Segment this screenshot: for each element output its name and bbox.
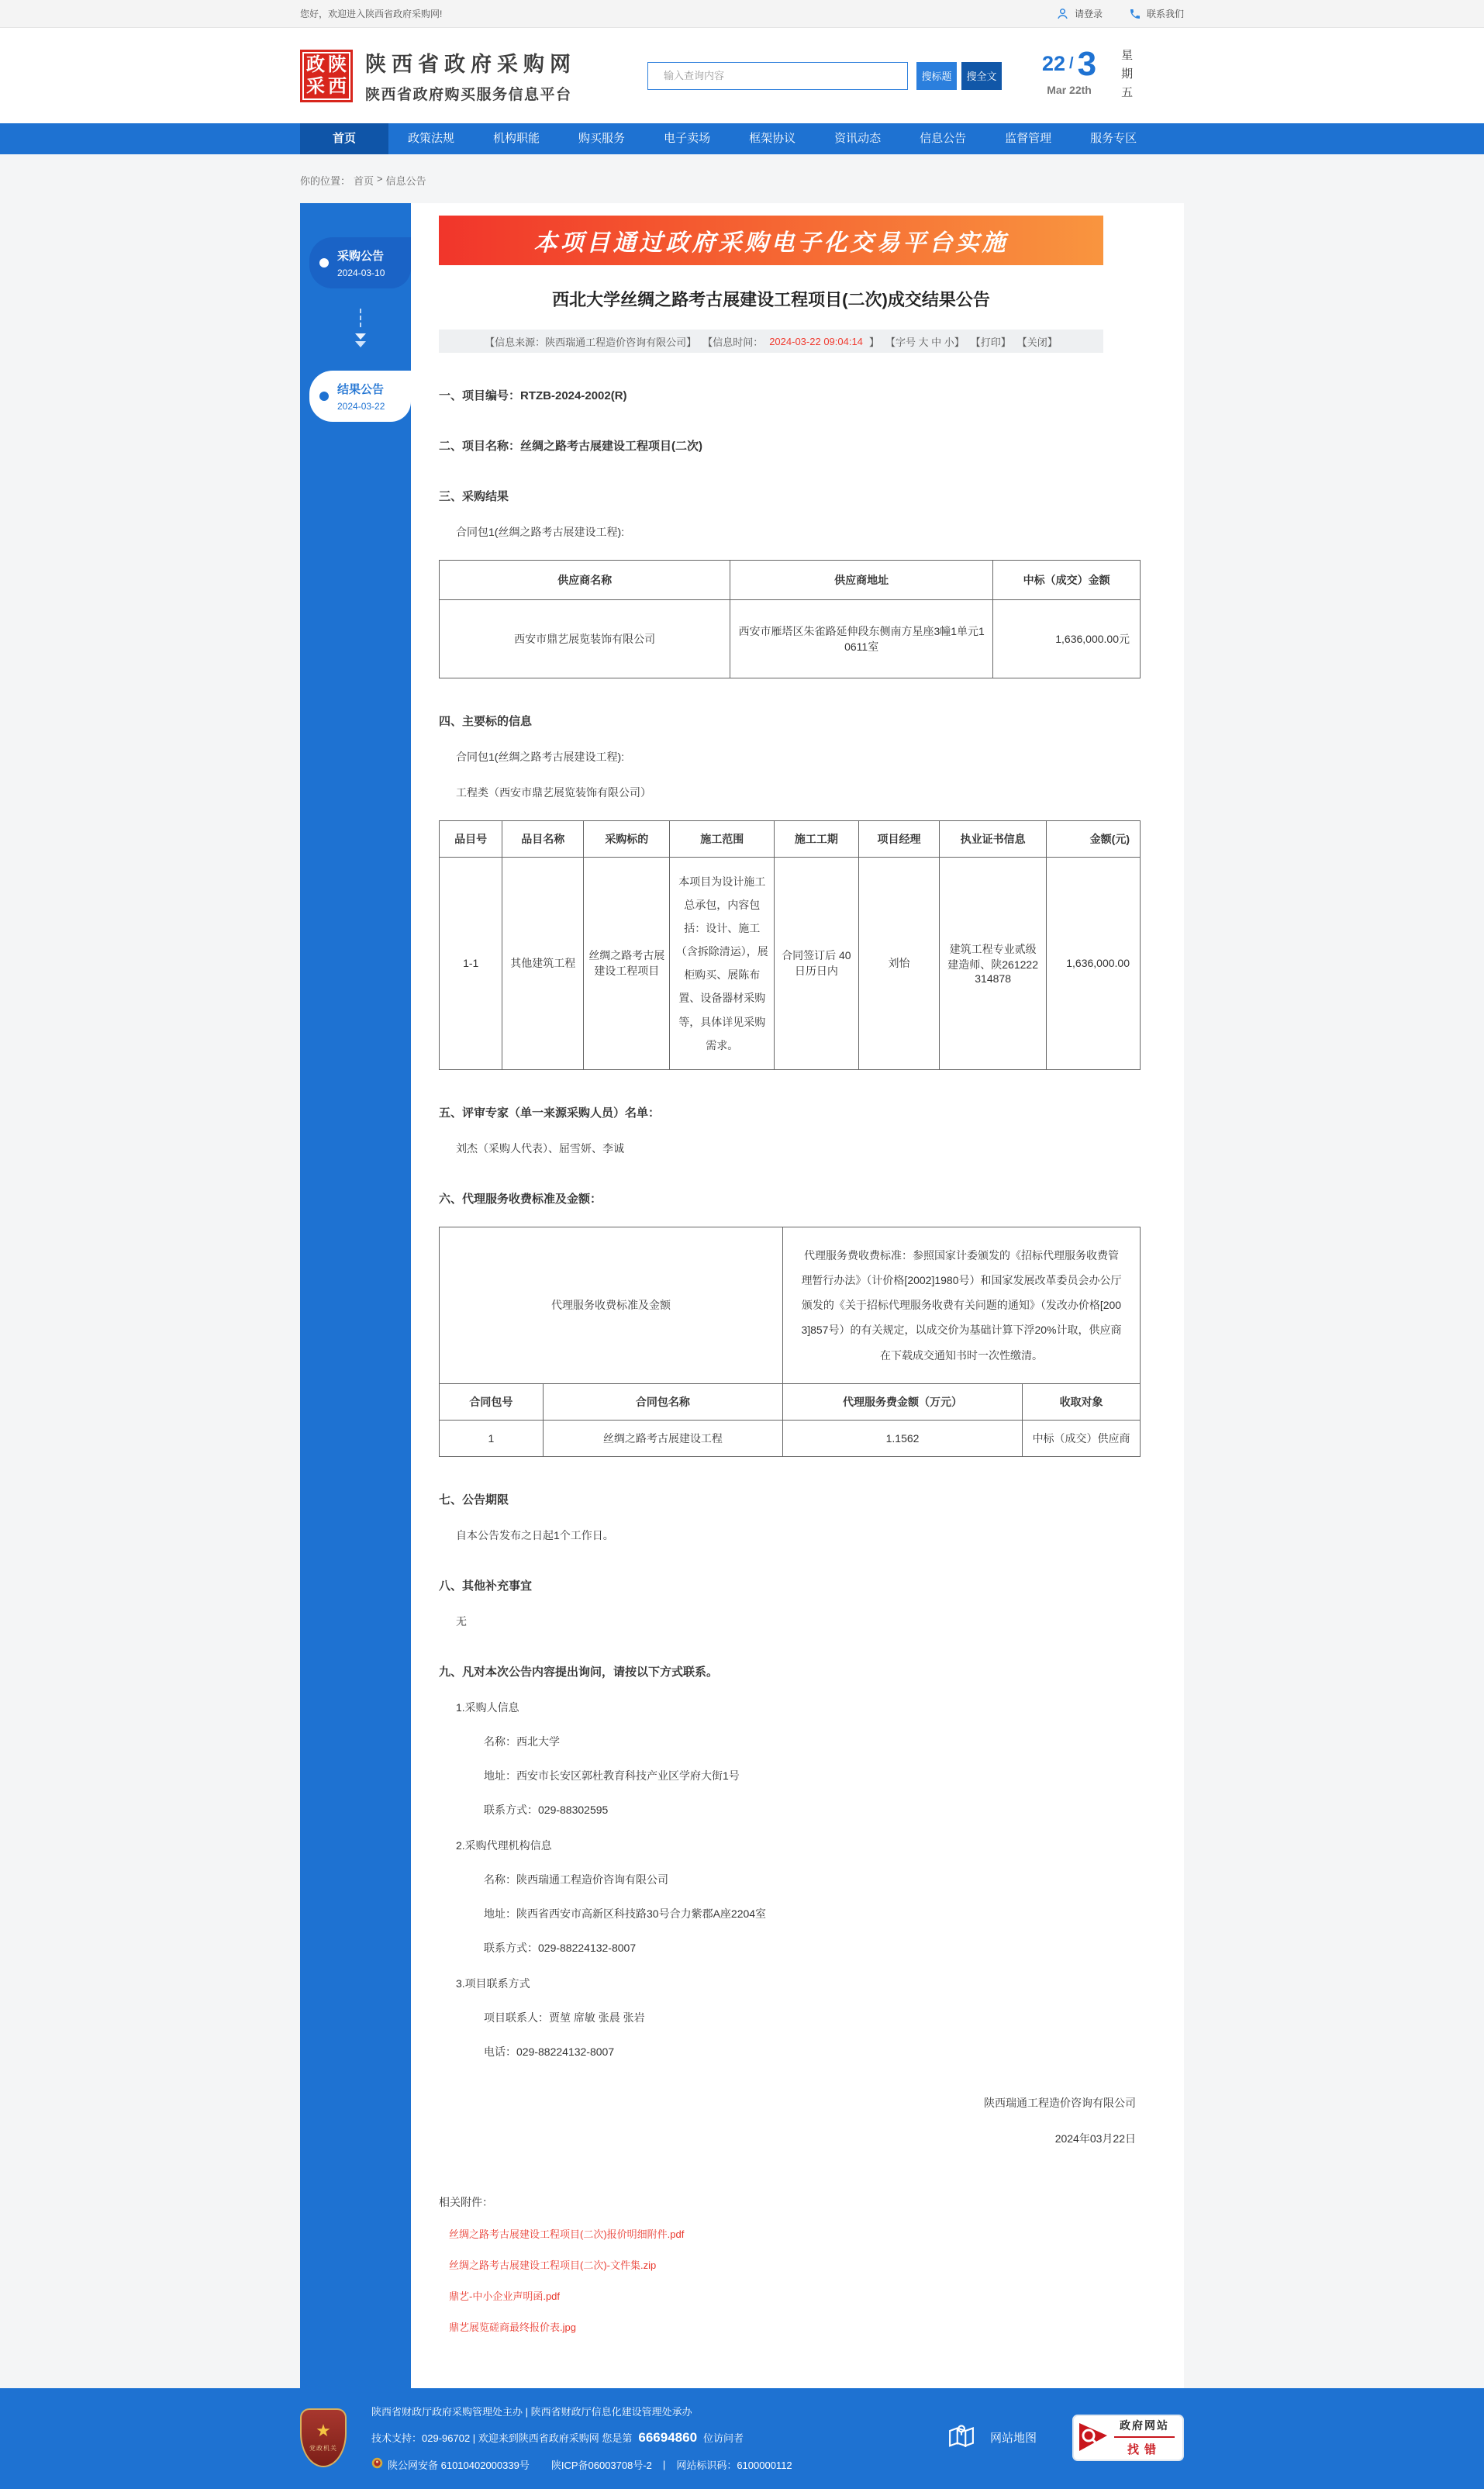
site-title: 陕西省政府采购网 <box>365 53 576 76</box>
construction-period-cell: 合同签订后 40 日历日内 <box>775 858 858 1070</box>
footer-support: 技术支持：029-96702 | 欢迎来到陕西省政府采购网 您是第 <box>371 2432 633 2445</box>
article-meta-bar <box>439 330 1103 353</box>
fee-standard-text-cell: 代理服务费收费标准：参照国家计委颁发的《招标代理服务收费管理暂行办法》（计价格[2002]1980号）和国家发展改革委员会办公厅颁发的《关于招标代理服务收费有关问题的通知》（发改办价格[2003]857号）的有关规定，以成交价为基础计算下浮20%计取，供应商在下载成交通知书时一次性缴清。 <box>782 1227 1140 1383</box>
search-fulltext-button[interactable]: 搜全文 <box>961 62 1002 90</box>
icp-beian-link[interactable]: 陕ICP备06003708号-2 <box>550 2459 652 2471</box>
nav-item-news[interactable]: 资讯动态 <box>834 132 882 145</box>
attachment-link[interactable]: 丝绸之路考古展建设工程项目(二次)报价明细附件.pdf <box>449 2228 685 2240</box>
timeline-arrow-icon <box>309 309 411 347</box>
section-heading-main-info: 四、主要标的信息 <box>439 715 533 728</box>
package-no-cell: 1 <box>440 1420 544 1456</box>
column-header: 供应商名称 <box>440 561 730 600</box>
search-bar <box>647 62 1002 90</box>
contact-line: 地址：西安市长安区郭杜教育科技产业区学府大街1号 <box>484 1769 740 1782</box>
package-name-cell: 丝绸之路考古展建设工程 <box>543 1420 782 1456</box>
fee-standard-label-cell: 代理服务收费标准及金额 <box>440 1227 783 1383</box>
contact-group-title: 3.项目联系方式 <box>456 1976 530 1990</box>
site-logo <box>300 50 353 102</box>
contact-link[interactable] <box>1129 7 1184 20</box>
column-header: 收取对象 <box>1023 1383 1141 1420</box>
column-header: 施工工期 <box>775 821 858 858</box>
footer-right <box>945 2415 1184 2461</box>
column-header: 品目名称 <box>502 821 584 858</box>
breadcrumb-row <box>300 154 1184 203</box>
timeline-sidebar <box>300 203 411 2388</box>
breadcrumb-current[interactable]: 信息公告 <box>385 175 426 187</box>
topbar <box>0 0 1484 28</box>
font-size-controls[interactable]: 【字号 大 中 小】 <box>885 336 965 348</box>
certificate-info-cell: 建筑工程专业贰级建造师、陕261222314878 <box>940 858 1046 1070</box>
nav-item-purchase-service[interactable]: 购买服务 <box>578 132 626 145</box>
main-info-type-label: 工程类（西安市鼎艺展览装饰有限公司） <box>456 786 651 799</box>
column-header: 施工范围 <box>670 821 775 858</box>
article-panel <box>411 203 1184 2388</box>
user-icon <box>1056 7 1069 20</box>
brand-text <box>365 47 576 104</box>
login-label: 请登录 <box>1074 9 1103 19</box>
brand[interactable] <box>300 47 576 104</box>
fee-payer-cell: 中标（成交）供应商 <box>1023 1420 1141 1456</box>
table-header-row <box>440 1383 1141 1420</box>
main-info-package-label: 合同包1(丝绸之路考古展建设工程): <box>456 751 624 763</box>
timeline-item-purchase-notice[interactable] <box>309 237 411 288</box>
nav-item-announcements[interactable]: 信息公告 <box>920 132 967 145</box>
gongan-beian-label: 陕公网安备 61010402000339号 <box>388 2459 530 2471</box>
close-button[interactable]: 【关闭】 <box>1016 336 1058 348</box>
footer-text <box>371 2404 792 2472</box>
search-title-button[interactable]: 搜标题 <box>916 62 957 90</box>
column-header: 供应商地址 <box>730 561 993 600</box>
date-widget <box>1042 44 1167 105</box>
platform-banner: 本项目通过政府采购电子化交易平台实施 <box>439 216 1103 265</box>
contact-group-title: 2.采购代理机构信息 <box>456 1838 552 1852</box>
meta-time-label: 【信息时间： <box>702 336 764 348</box>
meta-time-value: 2024-03-22 09:04:14 <box>769 335 863 347</box>
nav-item-emarket[interactable]: 电子卖场 <box>664 132 711 145</box>
date-month: 3 <box>1077 44 1097 83</box>
attachment-link[interactable]: 鼎艺展览磋商最终报价表.jpg <box>449 2321 576 2333</box>
weekday-label: 星期五 <box>1120 48 1134 105</box>
section-heading-project-no: 一、项目编号：RTZB-2024-2002(R) <box>439 389 627 402</box>
phone-icon <box>1129 8 1141 20</box>
section-heading-agency-fee: 六、代理服务收费标准及金额： <box>439 1192 602 1206</box>
timeline-label: 结果公告 <box>337 383 385 396</box>
contact-line: 电话：029-88224132-8007 <box>484 2045 615 2058</box>
nav-item-special-service[interactable]: 服务专区 <box>1090 132 1137 145</box>
award-amount-cell: 1,636,000.00元 <box>993 600 1141 678</box>
map-icon <box>945 2420 978 2456</box>
amount-cell: 1,636,000.00 <box>1046 858 1140 1070</box>
breadcrumb-separator: > <box>377 173 383 185</box>
project-manager-cell: 刘怡 <box>858 858 940 1070</box>
meta-source: 【信息来源：陕西瑞通工程造价咨询有限公司】 <box>485 336 697 348</box>
nav-item-supervision[interactable]: 监督管理 <box>1005 132 1052 145</box>
timeline-dot-icon <box>319 392 329 401</box>
table-row <box>440 1420 1141 1456</box>
logo-char: 陕 <box>328 54 347 75</box>
supplier-table <box>439 560 1141 678</box>
table-header-row <box>440 561 1141 600</box>
sitemap-link[interactable] <box>945 2420 1037 2456</box>
section-heading-project-name: 二、项目名称：丝绸之路考古展建设工程项目(二次) <box>439 440 702 453</box>
topbar-actions <box>1056 7 1184 20</box>
date-separator: / <box>1069 55 1074 72</box>
sitemap-label: 网站地图 <box>989 2432 1037 2446</box>
content <box>300 203 1184 2388</box>
experts-names: 刘杰（采购人代表）、屈雪妍、李诚 <box>456 1141 624 1155</box>
emblem-label: 党政机关 <box>309 2445 337 2453</box>
item-no-cell: 1-1 <box>440 858 502 1070</box>
contact-group-title: 1.采购人信息 <box>456 1700 519 1714</box>
police-badge-icon <box>371 2457 383 2471</box>
attachment-link[interactable]: 鼎艺-中小企业声明函.pdf <box>449 2290 561 2302</box>
table-row <box>440 600 1141 678</box>
table-header-row <box>440 821 1141 858</box>
contact-line: 联系方式：029-88302595 <box>484 1803 609 1816</box>
timeline-label: 采购公告 <box>337 250 385 263</box>
government-emblem <box>300 2408 347 2467</box>
result-package-label: 合同包1(丝绸之路考古展建设工程): <box>456 526 624 538</box>
nav-item-home[interactable]: 首页 <box>300 123 388 154</box>
nav-item-framework[interactable]: 框架协议 <box>749 132 796 145</box>
attachment-link[interactable]: 丝绸之路考古展建设工程项目(二次)-文件集.zip <box>449 2259 657 2271</box>
nav-item-functions[interactable]: 机构职能 <box>493 132 540 145</box>
site-header <box>0 28 1484 123</box>
print-button[interactable]: 【打印】 <box>970 336 1011 348</box>
signature-org: 陕西瑞通工程造价咨询有限公司 <box>984 2096 1136 2109</box>
error-badge-bottom: 找错 <box>1127 2443 1161 2457</box>
breadcrumb <box>300 173 1184 188</box>
footer-organizer: 陕西省财政厅政府采购管理处主办 | 陕西省财政厅信息化建设管理处承办 <box>371 2405 692 2418</box>
column-header: 品目号 <box>440 821 502 858</box>
contact-line: 名称：西北大学 <box>484 1735 560 1748</box>
main-background <box>0 154 1484 2388</box>
contact-line: 项目联系人：贾堃 席敏 张晨 张岩 <box>484 2011 645 2024</box>
footer-pipe: | <box>662 2458 666 2470</box>
error-badge-text <box>1114 2418 1175 2457</box>
section-heading-experts: 五、评审专家（单一来源采购人员）名单： <box>439 1106 661 1120</box>
website-error-report-badge[interactable] <box>1072 2415 1184 2461</box>
footer-visitor-suffix: 位访问者 <box>703 2432 744 2445</box>
welcome-text: 您好，欢迎进入陕西省政府采购网! <box>300 9 443 19</box>
section-heading-result: 三、采购结果 <box>439 490 509 503</box>
timeline-date: 2024-03-22 <box>337 401 385 412</box>
attachments-label: 相关附件： <box>439 2195 493 2208</box>
visitor-count: 66694860 <box>638 2429 698 2445</box>
bid-items-table <box>439 820 1141 1070</box>
footer <box>0 2388 1484 2489</box>
site-code: 网站标识码：6100000112 <box>676 2459 792 2471</box>
supplier-address-cell: 西安市雁塔区朱雀路延伸段东侧南方星座3幢1单元10611室 <box>730 600 993 678</box>
table-row <box>440 858 1141 1070</box>
fee-amount-cell: 1.1562 <box>782 1420 1022 1456</box>
logo-char: 政 <box>306 54 325 75</box>
page-title: 西北大学丝绸之路考古展建设工程项目(二次)成交结果公告 <box>552 290 990 309</box>
construction-scope-cell: 本项目为设计施工总承包，内容包括：设计、施工（含拆除清运），展柜购买、展陈布置、设备器材采购等，具体详见采购需求。 <box>670 858 775 1070</box>
gongan-beian-link[interactable] <box>371 2457 530 2472</box>
item-name-cell: 其他建筑工程 <box>502 858 584 1070</box>
error-flag-icon <box>1078 2422 1110 2454</box>
contact-line: 联系方式：029-88224132-8007 <box>484 1941 637 1954</box>
timeline-item-result-notice[interactable] <box>309 371 411 422</box>
column-header: 执业证书信息 <box>940 821 1046 858</box>
agency-fee-table <box>439 1227 1141 1457</box>
column-header: 金额(元) <box>1046 821 1140 858</box>
breadcrumb-prefix: 你的位置： <box>300 175 351 187</box>
period-text: 自本公告发布之日起1个工作日。 <box>456 1528 614 1541</box>
section-heading-other: 八、其他补充事宜 <box>439 1579 533 1593</box>
main-nav <box>0 123 1484 154</box>
logo-char: 西 <box>328 75 347 97</box>
section-heading-period: 七、公告期限 <box>439 1493 509 1507</box>
timeline-dot-icon <box>319 258 329 268</box>
date-day: 22 <box>1042 52 1066 75</box>
error-badge-top: 政府网站 <box>1114 2418 1175 2438</box>
nav-item-policy[interactable]: 政策法规 <box>408 132 455 145</box>
supplier-name-cell: 西安市鼎艺展览装饰有限公司 <box>440 600 730 678</box>
emblem-star-icon: ★ <box>316 2421 331 2441</box>
login-link[interactable] <box>1056 7 1103 20</box>
contact-line: 地址：陕西省西安市高新区科技路30号合力紫郡A座2204室 <box>484 1907 767 1920</box>
timeline-date: 2024-03-10 <box>337 268 385 278</box>
logo-char: 采 <box>306 75 325 97</box>
column-header: 合同包号 <box>440 1383 544 1420</box>
column-header: 代理服务费金额（万元） <box>782 1383 1022 1420</box>
column-header: 合同包名称 <box>543 1383 782 1420</box>
contact-line: 名称：陕西瑞通工程造价咨询有限公司 <box>484 1873 668 1886</box>
section-heading-contact: 九、凡对本次公告内容提出询问，请按以下方式联系。 <box>439 1665 719 1679</box>
column-header: 项目经理 <box>858 821 940 858</box>
table-row <box>440 1227 1141 1383</box>
procurement-target-cell: 丝绸之路考古展建设工程项目 <box>584 858 670 1070</box>
column-header: 中标（成交）金额 <box>993 561 1141 600</box>
column-header: 采购标的 <box>584 821 670 858</box>
breadcrumb-home[interactable]: 首页 <box>354 175 374 187</box>
date-english: Mar 22th <box>1047 83 1092 96</box>
signature-date: 2024年03月22日 <box>1054 2132 1136 2145</box>
other-text: 无 <box>456 1614 467 1628</box>
site-subtitle: 陕西省政府购买服务信息平台 <box>365 87 572 103</box>
meta-time-close: 】 <box>868 336 879 348</box>
search-input[interactable] <box>647 62 908 90</box>
contact-label: 联系我们 <box>1146 9 1184 19</box>
